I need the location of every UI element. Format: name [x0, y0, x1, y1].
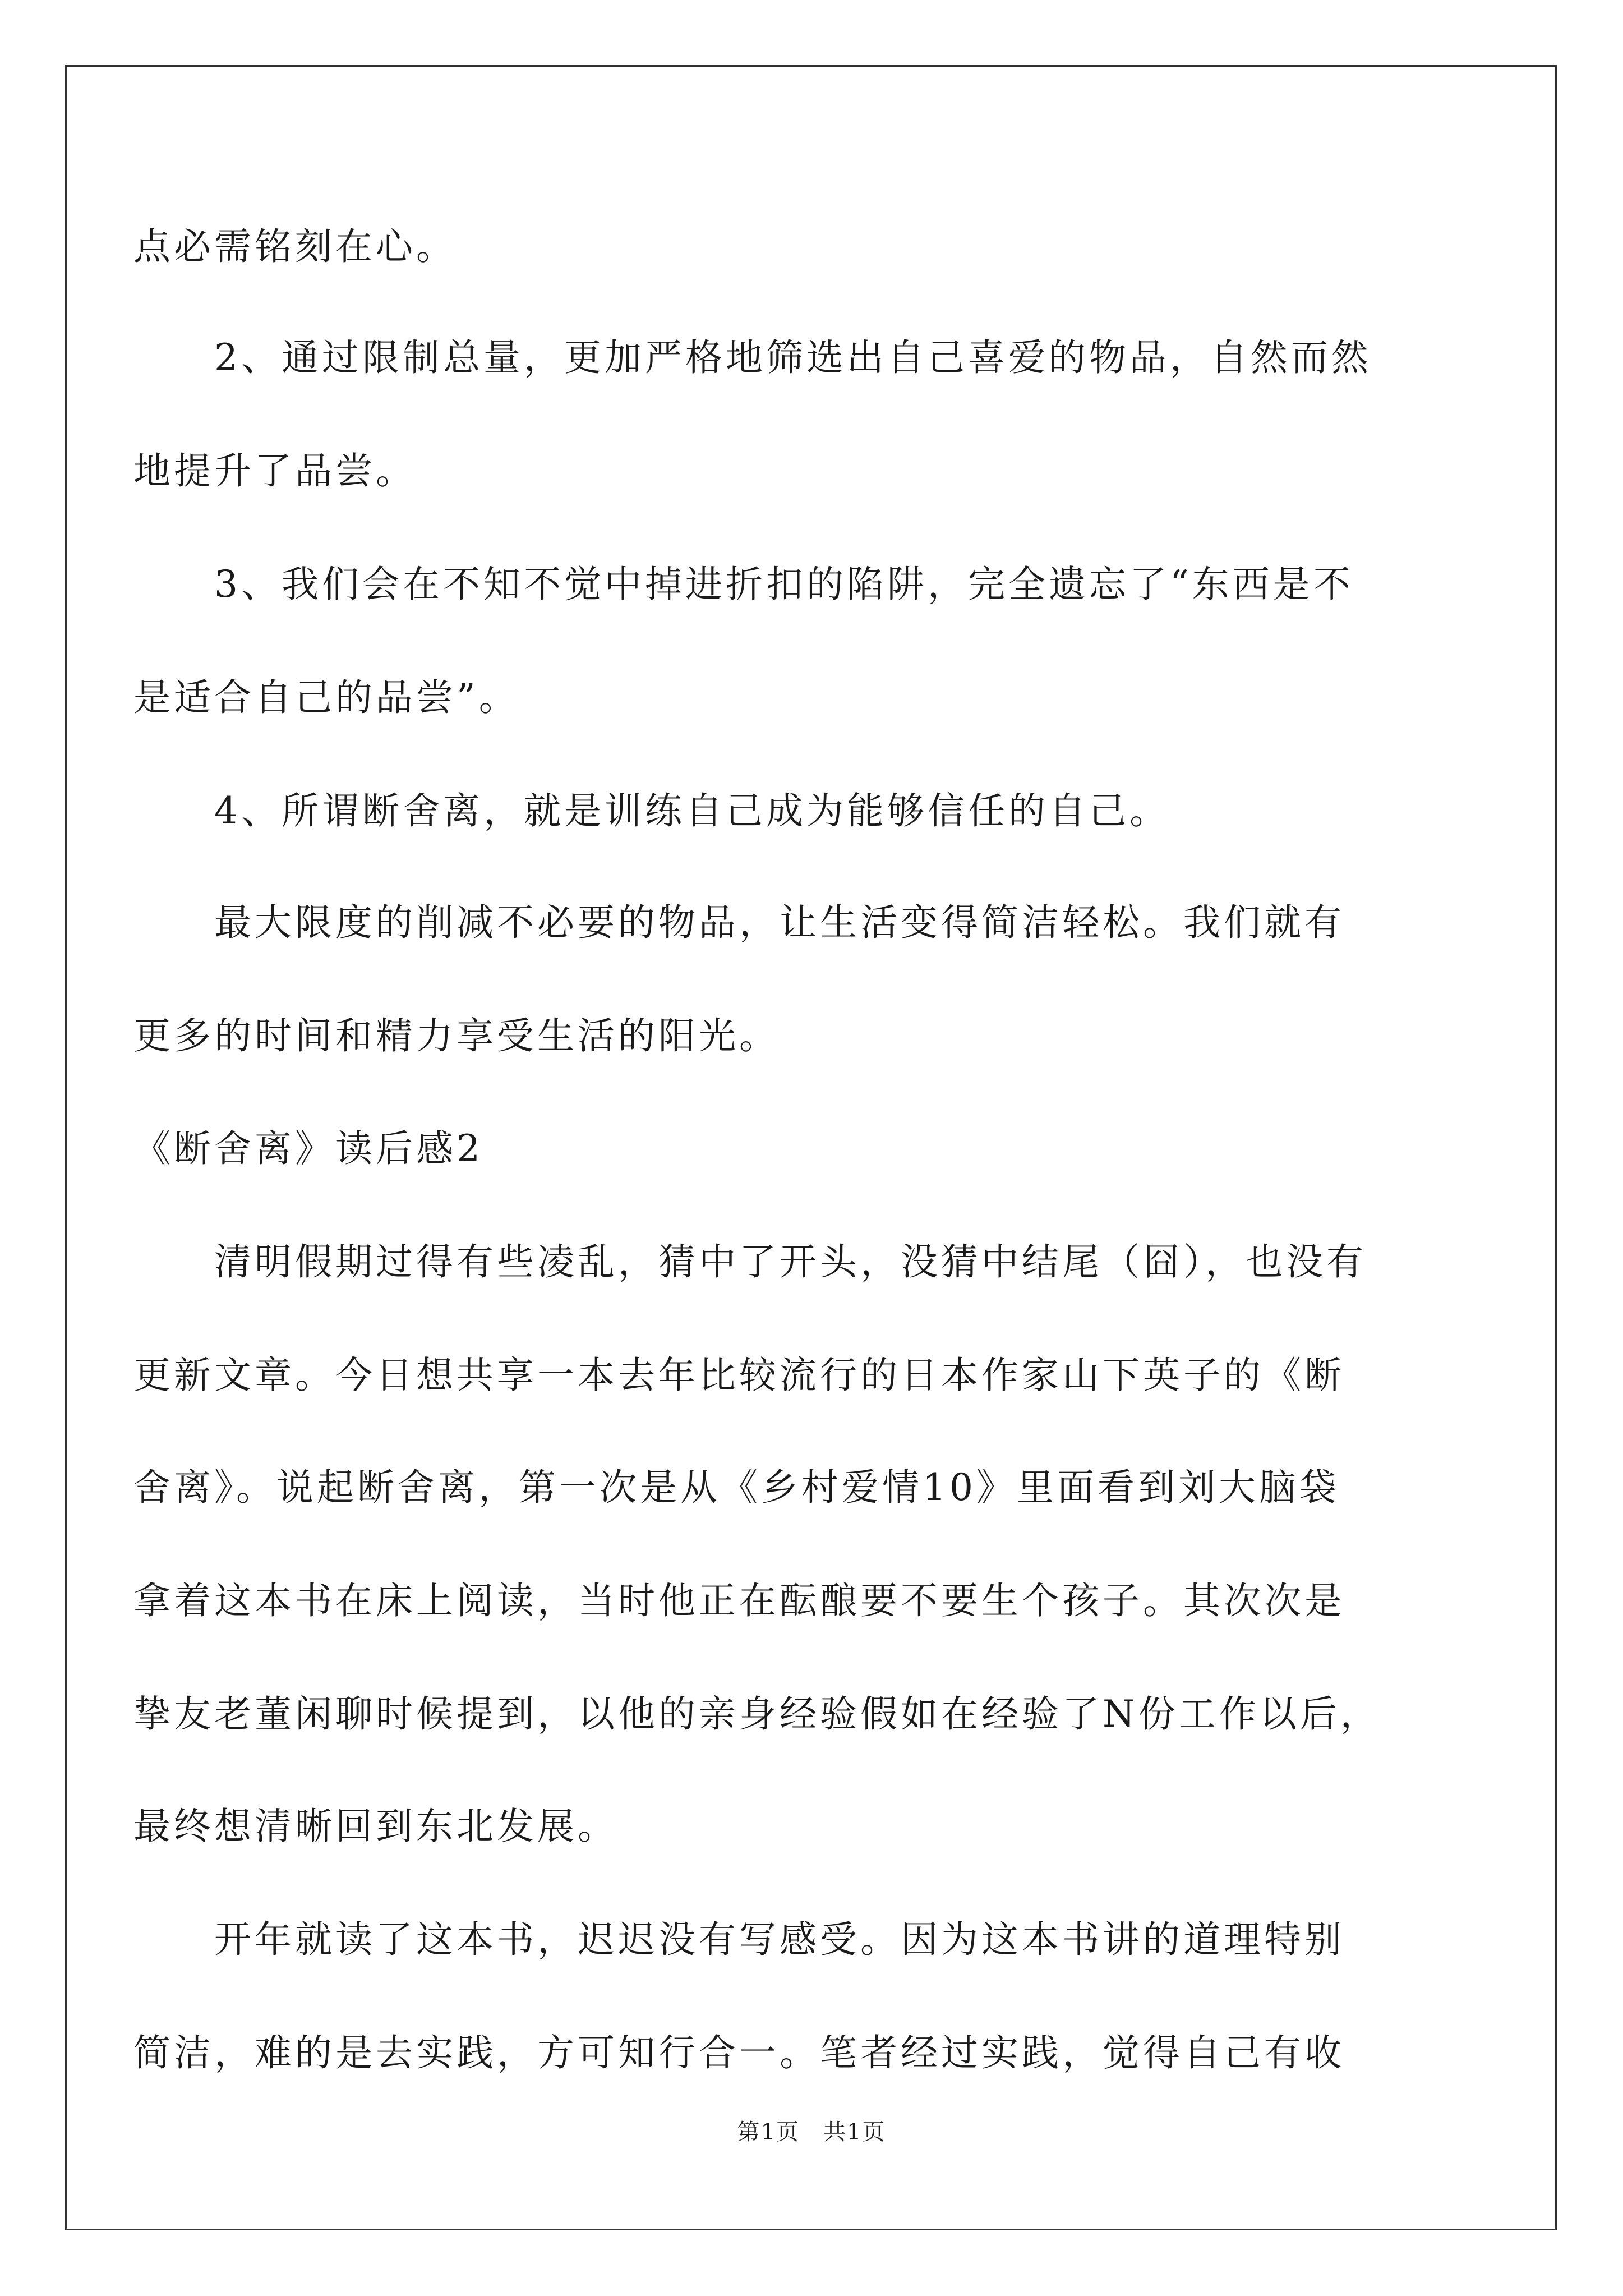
text-line: 3、我们会在不知不觉中掉进折扣的陷阱，完全遗忘了“东西是不	[133, 563, 1354, 606]
text-line: 开年就读了这本书，迟迟没有写感受。因为这本书讲的道理特别	[133, 1918, 1345, 1961]
text-line: 最终想清晰回到东北发展。	[133, 1805, 618, 1848]
text-line: 清明假期过得有些凌乱，猜中了开头，没猜中结尾（囧），也没有	[133, 1240, 1367, 1283]
text-line: 简洁，难的是去实践，方可知行合一。笔者经过实践，觉得自己有收	[133, 2031, 1345, 2074]
text-line: 地提升了品尝。	[133, 449, 416, 493]
text-line: 拿着这本书在床上阅读，当时他正在酝酿要不要生个孩子。其次次是	[133, 1579, 1345, 1622]
text-line: 更新文章。今日想共享一本去年比较流行的日本作家山下英子的《断	[133, 1354, 1345, 1397]
text-line: 是适合自己的品尝”。	[133, 676, 519, 719]
text-line: 挚友老董闲聊时候提到，以他的亲身经验假如在经验了N份工作以后，	[133, 1692, 1381, 1736]
page-number: 第1页 共1页	[737, 2119, 886, 2145]
section-heading: 《断舍离》读后感2	[133, 1127, 483, 1170]
text-line: 2、通过限制总量，更加严格地筛选出自己喜爱的物品，自然而然	[133, 336, 1372, 379]
text-line: 更多的时间和精力享受生活的阳光。	[133, 1014, 780, 1057]
text-line: 最大限度的削减不必要的物品，让生活变得简洁轻松。我们就有	[133, 901, 1345, 944]
text-line: 舍离》。说起断舍离，第一次是从《乡村爱情10》里面看到刘大脑袋	[133, 1466, 1340, 1509]
text-line: 点必需铭刻在心。	[133, 225, 457, 268]
text-line: 4、所谓断舍离，就是训练自己成为能够信任的自己。	[133, 789, 1170, 832]
